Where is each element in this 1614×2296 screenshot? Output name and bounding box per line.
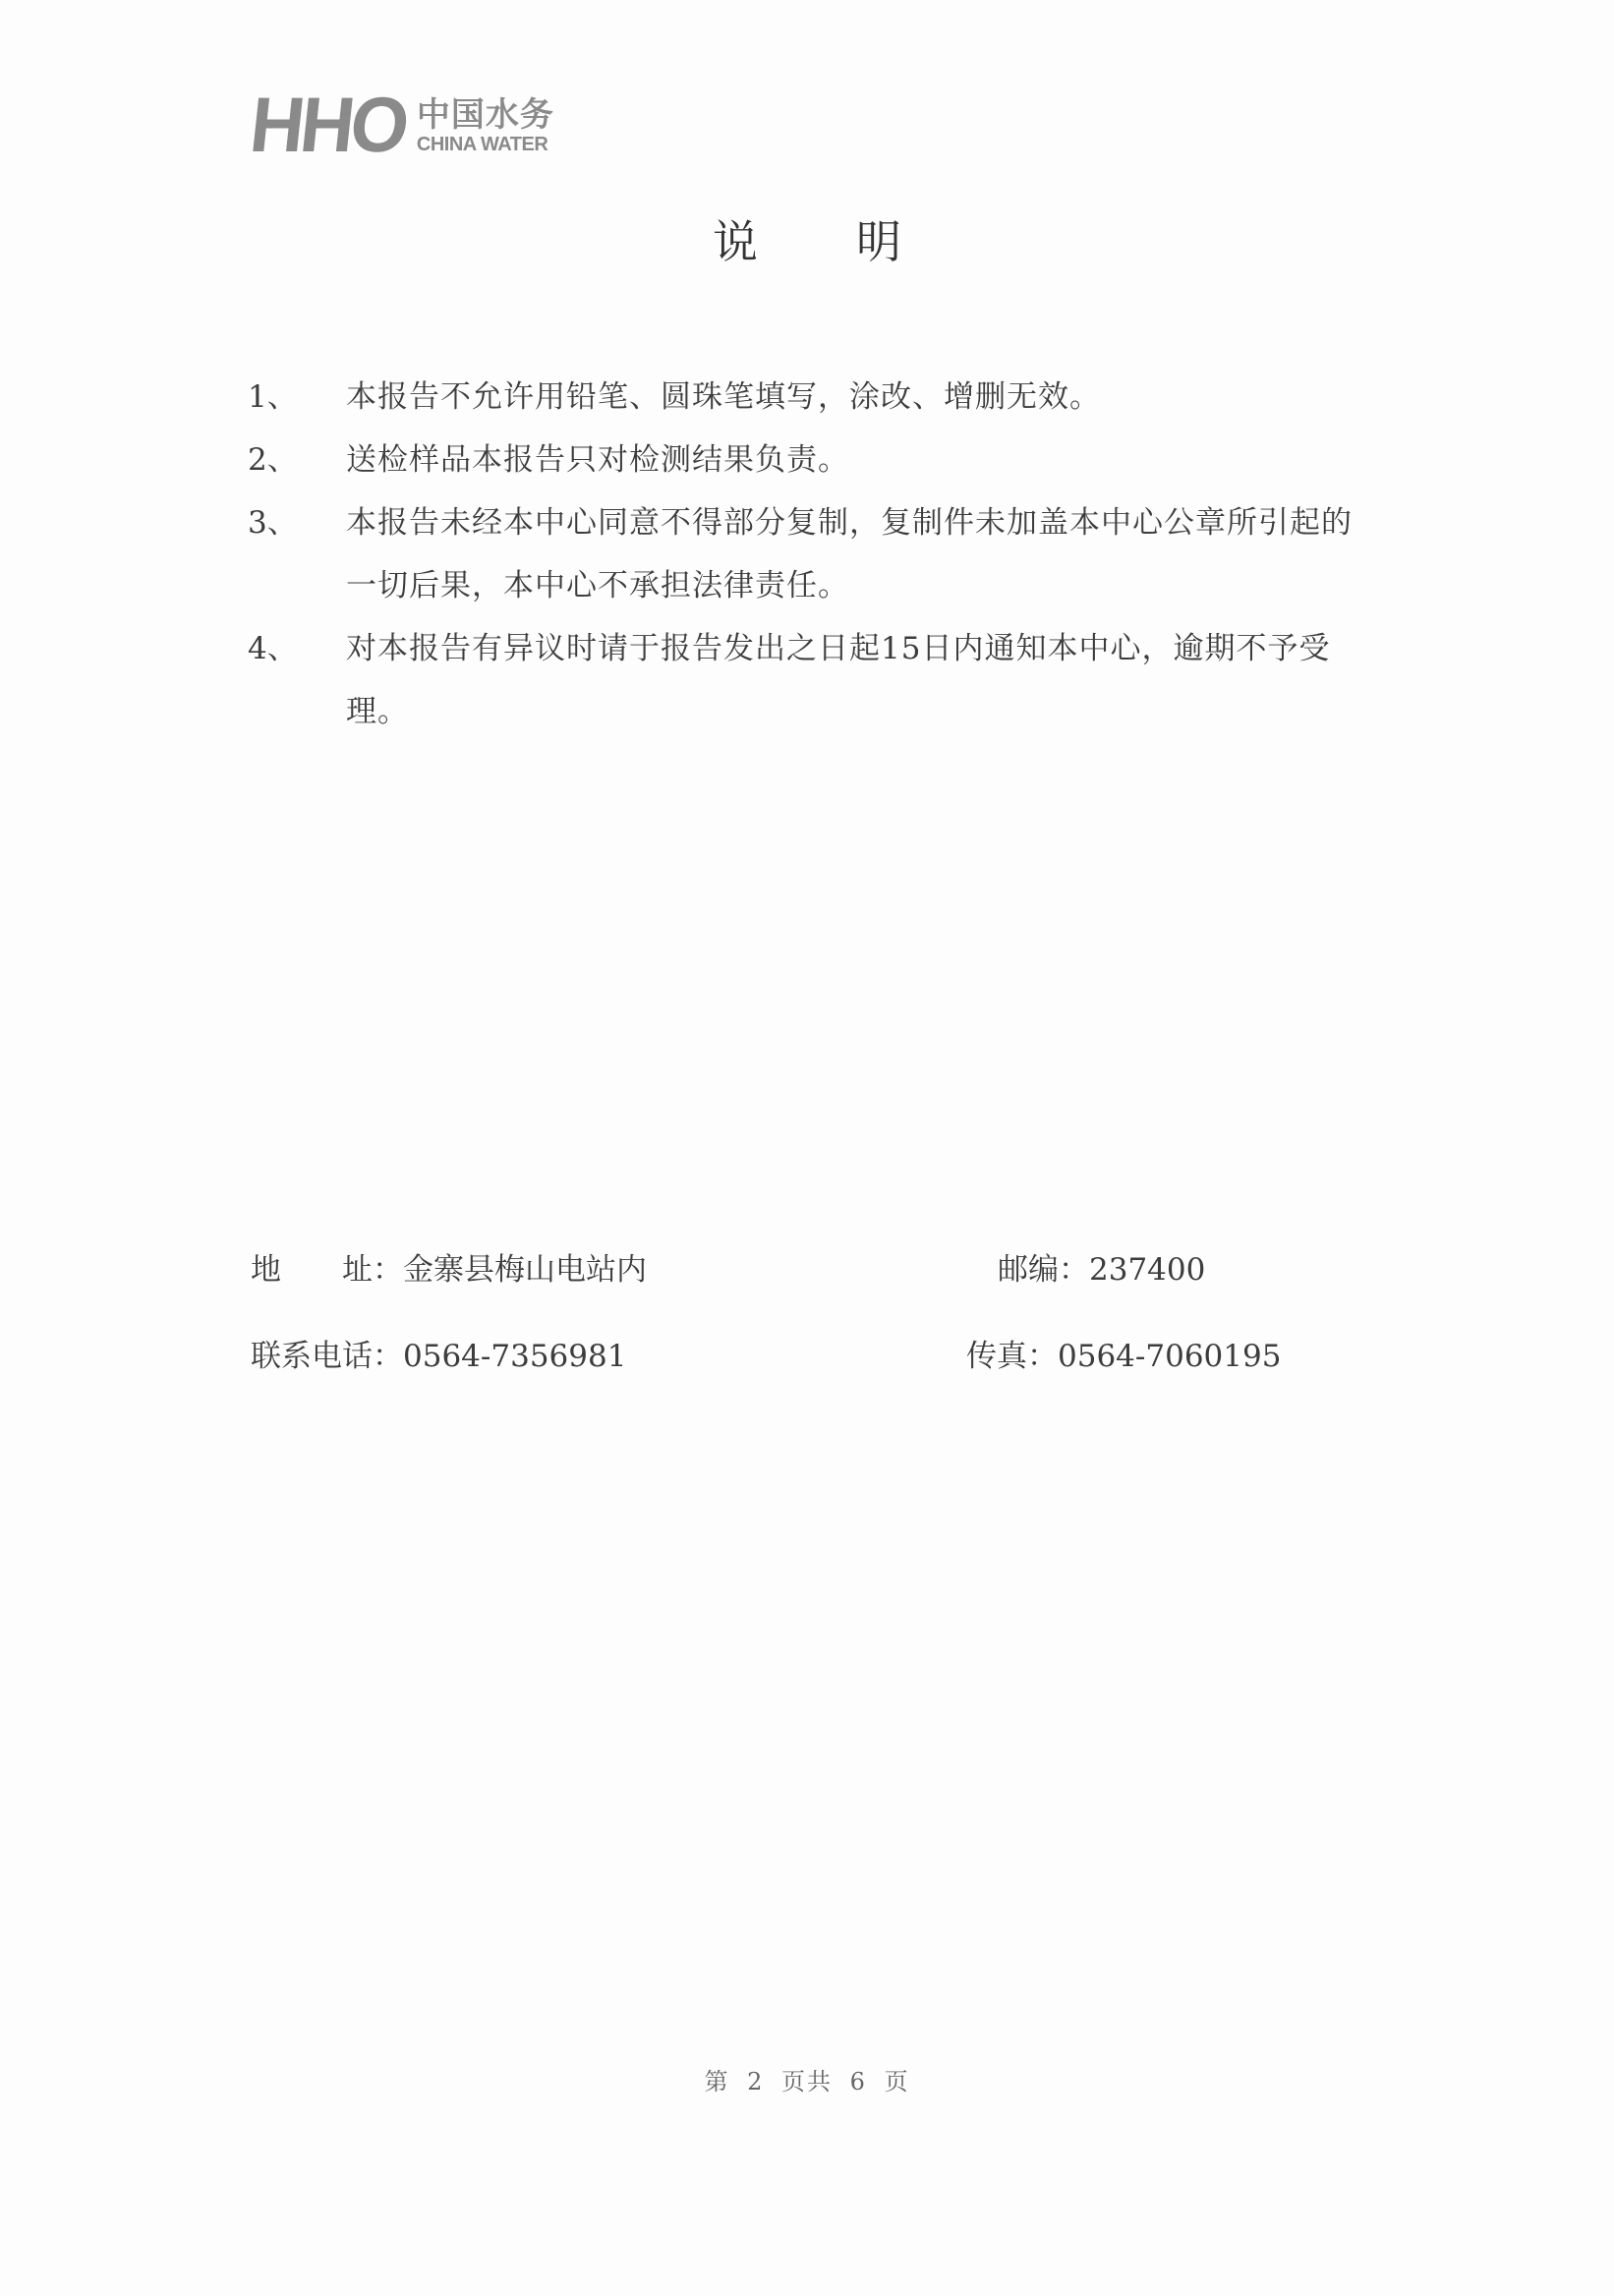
address-value: 金寨县梅山电站内 xyxy=(403,1252,647,1288)
footer-total-pages: 6 xyxy=(849,2068,867,2095)
note-number: 2、 xyxy=(248,442,298,478)
note-text: 对本报告有异议时请于报告发出之日起15日内通知本中心，逾期不予受理。 xyxy=(346,631,1331,729)
note-item xyxy=(248,491,1388,617)
company-logo xyxy=(246,81,554,170)
note-number: 4、 xyxy=(248,631,298,666)
fax-value: 0564-7060195 xyxy=(1058,1339,1282,1374)
notes-list xyxy=(248,366,1388,743)
footer-current-page: 2 xyxy=(747,2068,765,2095)
note-text: 送检样品本报告只对检测结果负责。 xyxy=(346,442,849,478)
phone xyxy=(251,1331,626,1375)
page-title: 说明 xyxy=(713,215,1000,268)
postcode-label: 邮编： xyxy=(998,1252,1089,1288)
note-number: 3、 xyxy=(248,505,298,541)
footer-prefix: 第 xyxy=(704,2068,730,2095)
note-text: 本报告不允许用铅笔、圆珠笔填写，涂改、增删无效。 xyxy=(346,379,1101,415)
footer-middle: 页共 xyxy=(781,2068,833,2095)
contact-row-phone xyxy=(251,1331,1381,1374)
note-item xyxy=(248,366,1388,429)
postcode-value: 237400 xyxy=(1089,1252,1206,1288)
footer-suffix: 页 xyxy=(884,2068,910,2095)
logo-name-en: CHINA WATER xyxy=(416,134,548,155)
note-item xyxy=(248,429,1388,491)
address xyxy=(251,1244,647,1289)
logo-text xyxy=(417,96,554,155)
address-label: 地 址： xyxy=(251,1252,403,1288)
fax xyxy=(966,1331,1281,1375)
note-item xyxy=(248,617,1388,743)
note-number: 1、 xyxy=(248,379,298,415)
fax-label: 传真： xyxy=(966,1339,1058,1374)
contact-row-address xyxy=(251,1244,1381,1288)
phone-value: 0564-7356981 xyxy=(403,1339,627,1374)
note-text: 本报告未经本中心同意不得部分复制，复制件未加盖本中心公章所引起的一切后果，本中心不承担法律责任。 xyxy=(346,505,1353,603)
phone-label: 联系电话： xyxy=(251,1339,403,1374)
page-footer xyxy=(0,2062,1614,2096)
postcode xyxy=(998,1244,1205,1289)
logo-mark: HHO xyxy=(246,81,410,170)
logo-name-cn: 中国水务 xyxy=(416,95,554,135)
